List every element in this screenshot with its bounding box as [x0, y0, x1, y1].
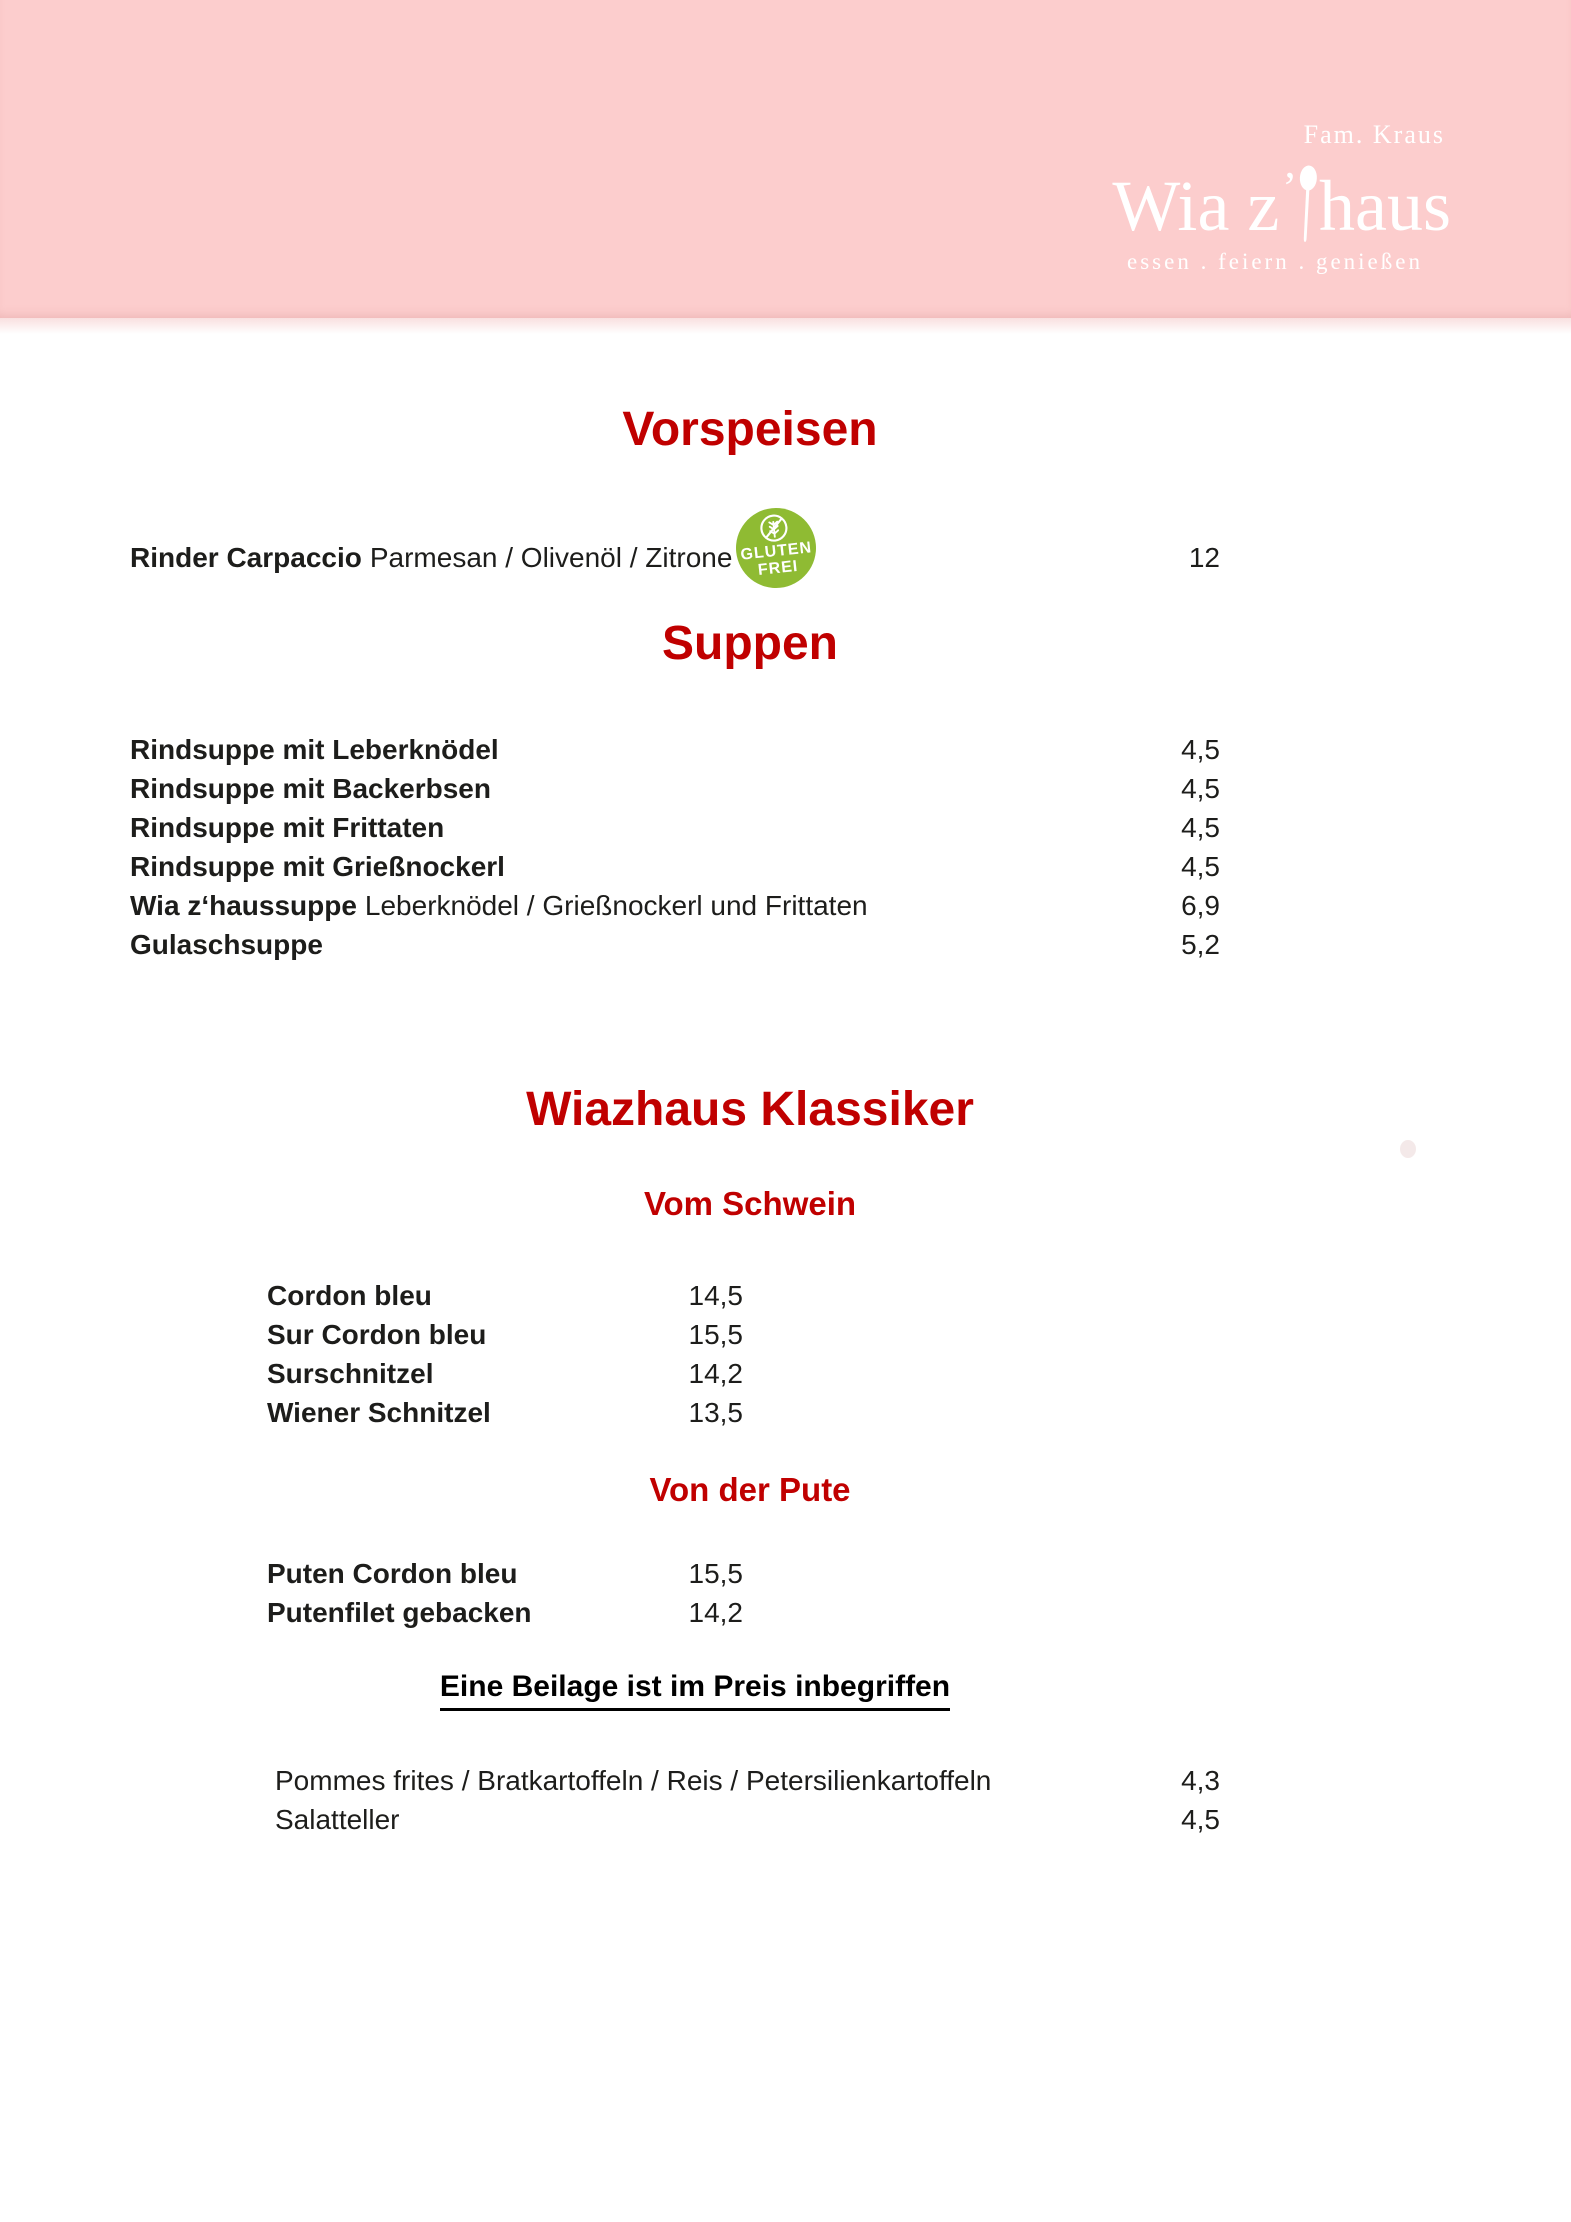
menu-item-row	[267, 1354, 743, 1393]
menu-item-row	[130, 730, 1220, 769]
menu-item-row	[267, 1393, 743, 1432]
item-price: 4,5	[1181, 734, 1220, 765]
item-name: Puten Cordon bleu	[267, 1558, 518, 1589]
logo-tagline: essen . feiern . genießen	[1127, 249, 1423, 275]
item-name: Cordon bleu	[267, 1280, 432, 1311]
gluten-free-badge	[732, 504, 820, 592]
menu-item-row	[130, 538, 1220, 577]
menu-item-row	[267, 1315, 743, 1354]
item-name: Putenfilet gebacken	[267, 1597, 532, 1628]
logo-family-name: Fam. Kraus	[1303, 120, 1445, 149]
menu-item-row	[130, 769, 1220, 808]
item-price: 4,5	[1181, 773, 1220, 804]
section-title-vorspeisen: Vorspeisen	[622, 403, 878, 456]
badge-label-line2: FREI	[757, 557, 800, 579]
item-price: 4,5	[1181, 1804, 1220, 1835]
item-description: Parmesan / Olivenöl / Zitrone	[369, 542, 733, 573]
item-price: 13,5	[688, 1397, 743, 1428]
menu-item-row	[130, 808, 1220, 847]
menu-item-row	[130, 847, 1220, 886]
menu-item-row	[267, 1554, 743, 1593]
logo-apostrophe: ’	[1282, 163, 1298, 212]
item-name: Rinder Carpaccio	[130, 542, 362, 573]
item-price: 4,3	[1181, 1765, 1220, 1796]
item-price: 14,5	[688, 1280, 743, 1311]
item-price: 4,5	[1181, 851, 1220, 882]
item-name: Salatteller	[275, 1804, 400, 1835]
item-price: 14,2	[688, 1597, 743, 1628]
badge-label-line1: GLUTEN	[739, 539, 813, 564]
section-title-suppen: Suppen	[662, 617, 838, 670]
beilagen-list	[275, 1761, 1220, 1839]
item-name: Pommes frites / Bratkartoffeln / Reis / Petersilienkartoffeln	[275, 1765, 992, 1796]
logo-brand-name	[1099, 150, 1451, 246]
item-price: 12	[1188, 542, 1220, 573]
item-price: 4,5	[1181, 812, 1220, 843]
item-name: Gulaschsuppe	[130, 929, 323, 960]
crossed-wheat-icon	[757, 512, 790, 545]
subsection-title-vom-schwein: Vom Schwein	[643, 1185, 857, 1222]
item-price: 6,9	[1181, 890, 1220, 921]
item-price: 14,2	[688, 1358, 743, 1389]
logo-brand-left: Wia z	[1112, 166, 1280, 246]
header-band	[0, 0, 1571, 318]
item-name: Wiener Schnitzel	[267, 1397, 491, 1428]
von-der-pute-list	[267, 1554, 743, 1632]
item-price: 15,5	[688, 1319, 743, 1350]
suppen-list	[130, 730, 1220, 964]
item-name: Rindsuppe mit Grießnockerl	[130, 851, 505, 882]
menu-item-row	[275, 1800, 1220, 1839]
scan-smudge	[1400, 1140, 1416, 1158]
item-description: Leberknödel / Grießnockerl und Frittaten	[364, 890, 868, 921]
item-price: 5,2	[1181, 929, 1220, 960]
beilage-note: Eine Beilage ist im Preis inbegriffen	[440, 1670, 950, 1711]
item-name: Sur Cordon bleu	[267, 1319, 487, 1350]
vorspeisen-list	[130, 538, 1220, 577]
menu-item-row	[275, 1761, 1220, 1800]
restaurant-logo	[1099, 122, 1451, 273]
logo-brand-right: haus	[1319, 166, 1451, 246]
menu-item-row	[130, 925, 1220, 964]
section-title-klassiker: Wiazhaus Klassiker	[526, 1083, 974, 1136]
spoon-icon	[1294, 163, 1320, 244]
item-name: Wia z‘haussuppe	[130, 890, 357, 921]
item-price: 15,5	[688, 1558, 743, 1589]
menu-item-row	[130, 886, 1220, 925]
menu-item-row	[267, 1593, 743, 1632]
menu-item-row	[267, 1276, 743, 1315]
item-name: Rindsuppe mit Frittaten	[130, 812, 445, 843]
item-name: Rindsuppe mit Leberknödel	[130, 734, 499, 765]
item-name: Rindsuppe mit Backerbsen	[130, 773, 491, 804]
vom-schwein-list	[267, 1276, 743, 1432]
item-name: Surschnitzel	[267, 1358, 434, 1389]
subsection-title-von-der-pute: Von der Pute	[649, 1471, 851, 1508]
beilage-note-wrap	[0, 1670, 1390, 1711]
